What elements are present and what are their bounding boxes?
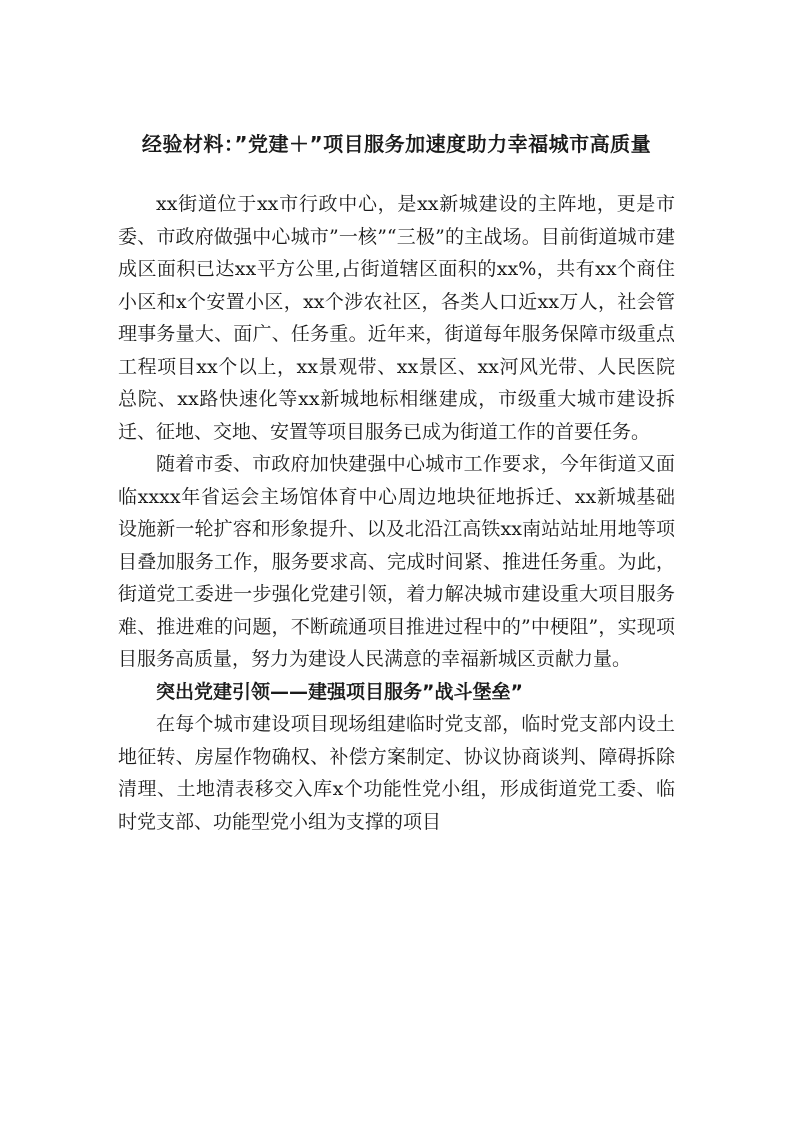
paragraph-intro: xx街道位于xx市行政中心，是xx新城建设的主阵地，更是市委、市政府做强中心城市”一核”“三极”的主战场。目前街道城市建成区面积已达xx平方公里,占街道辖区面积的xx%，共有xx个商住小区和x个安置小区，xx个涉农社区，各类人口近xx万人，社会管理事务量大、面广、任务重。近年来，街道每年服务保障市级重点工程项目xx个以上，xx景观带、xx景区、xx河风光带、人民医院总院、xx路快速化等xx新城地标相继建成，市级重大城市建设拆迁、征地、交地、安置等项目服务已成为街道工作的首要任务。 bbox=[118, 193, 675, 443]
paragraph-background: 随着市委、市政府加快建强中心城市工作要求，今年街道又面临xxxx年省运会主场馆体育中心周边地块征地拆迁、xx新城基础设施新一轮扩容和形象提升、以及北沿江高铁xx南站站址用地等项目叠加服务工作，服务要求高、完成时间紧、推进任务重。为此，街道党工委进一步强化党建引领，着力解决城市建设重大项目服务难、推进难的问题，不断疏通项目推进过程中的”中梗阻”，实现项目服务高质量，努力为建设人民满意的幸福新城区贡献力量。 bbox=[118, 453, 675, 670]
paragraph-section-body: 在每个城市建设项目现场组建临时党支部，临时党支部内设土地征转、房屋作物确权、补偿方案制定、协议协商谈判、障碍拆除清理、土地清表移交入库x个功能性党小组，形成街道党工委、临时党支部、功能型党小组为支撑的项目 bbox=[118, 713, 675, 833]
section-heading: 突出党建引领——建强项目服务”战斗堡垒” bbox=[156, 680, 523, 703]
document-title: 经验材料：”党建＋”项目服务加速度助力幸福城市高质量 bbox=[141, 132, 652, 156]
document-body bbox=[118, 188, 675, 838]
